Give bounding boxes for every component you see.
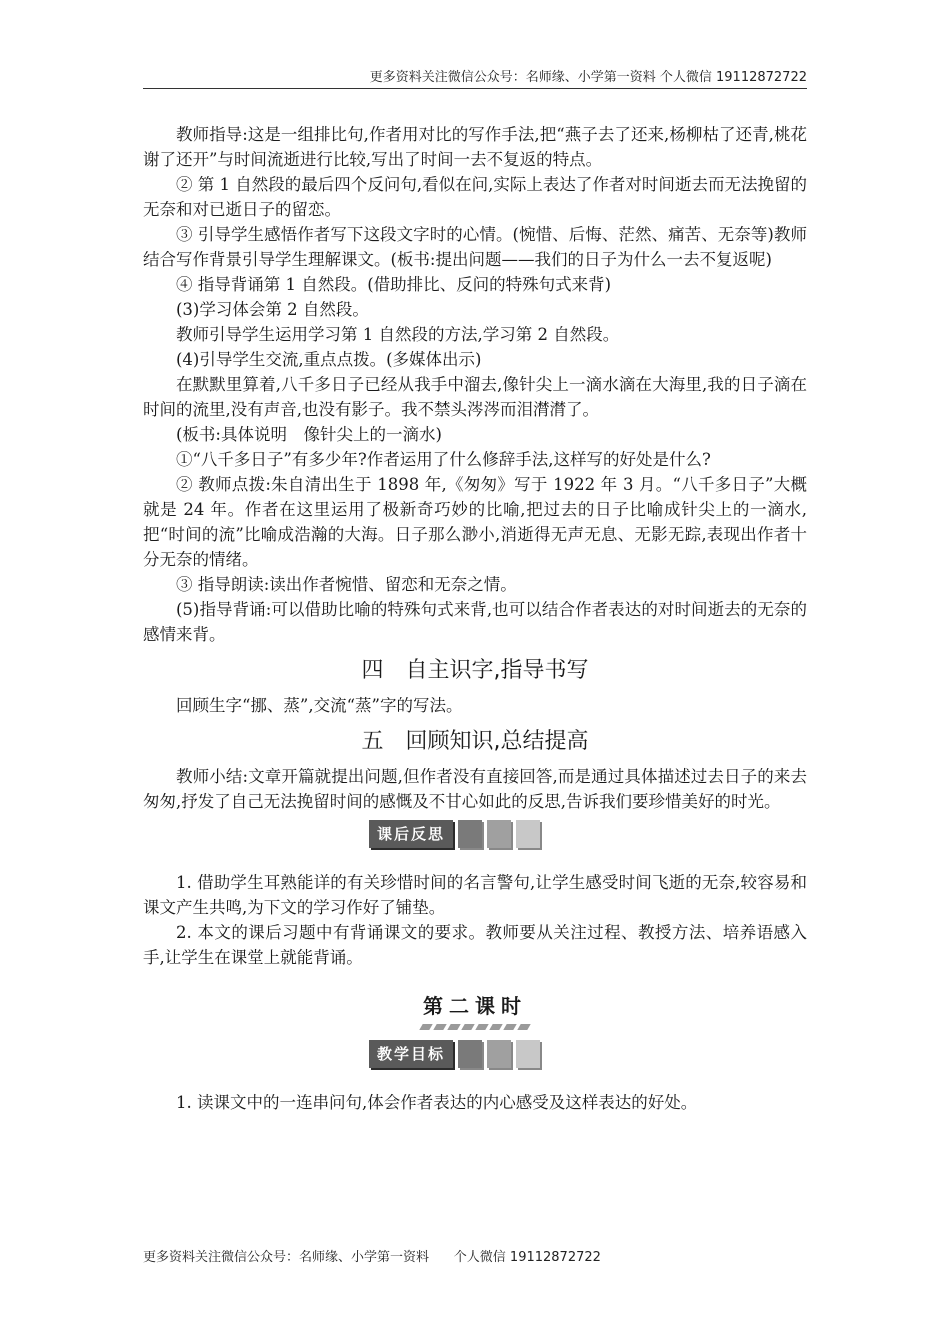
paragraph: ①“八千多日子”有多少年?作者运用了什么修辞手法,这样写的好处是什么? [176,450,711,469]
paragraph: 教师指导:这是一组排比句,作者用对比的写作手法,把“燕子去了还来,杨柳枯了还青,桃花谢了还开”与时间流逝进行比较,写出了时间一去不复返的特点。 [143,125,807,169]
reflection-item: 1. 借助学生耳熟能详的有关珍惜时间的名言警句,让学生感受时间飞逝的无奈,较容易和课文产生共鸣,为下文的学习作好了铺垫。 [143,873,807,917]
goals-banner [369,1038,807,1070]
goal-item: 1. 读课文中的一连串问句,体会作者表达的内心感受及这样表达的好处。 [176,1093,698,1112]
banner-block [487,1040,511,1068]
reflection-label: 课后反思 [369,820,453,848]
lesson-2-title: 第二课时 [423,994,527,1018]
paragraph: (4)引导学生交流,重点点拨。(多媒体出示) [176,350,482,369]
reflection-banner [369,818,807,850]
section-5-heading: 五 回顾知识,总结提高 [361,729,589,754]
section-4-heading: 四 自主识字,指导书写 [361,658,589,683]
paragraph: ④ 指导背诵第 1 自然段。(借助排比、反问的特殊句式来背) [176,275,612,294]
paragraph: (5)指导背诵:可以借助比喻的特殊句式来背,也可以结合作者表达的对时间逝去的无奈的感情来背。 [143,600,807,644]
banner-block [458,820,482,848]
banner-block [458,1040,482,1068]
paragraph: ③ 引导学生感悟作者写下这段文字时的心情。(惋惜、后悔、茫然、痛苦、无奈等)教师结合写作背景引导学生理解课文。(板书:提出问题——我们的日子为什么一去不复返呢) [143,225,807,269]
page-header: 更多资料关注微信公众号：名师缘、小学第一资料 个人微信 19112872722 [369,70,807,85]
paragraph: ③ 指导朗读:读出作者惋惜、留恋和无奈之情。 [176,575,517,594]
quote-paragraph: 在默默里算着,八千多日子已经从我手中溜去,像针尖上一滴水滴在大海里,我的日子滴在时间的流里,没有声音,也没有影子。我不禁头涔涔而泪潸潸了。 [143,375,807,419]
paragraph: ② 第 1 自然段的最后四个反问句,看似在问,实际上表达了作者对时间逝去而无法挽留的无奈和对已逝日子的留恋。 [143,175,807,219]
paragraph: ② 教师点拨:朱自清出生于 1898 年,《匆匆》写于 1922 年 3 月。“八千多日子”大概就是 24 年。作者在这里运用了极新奇巧妙的比喻,把过去的日子比喻成针尖上的一滴水,把“时间的流”比喻成浩瀚的大海。日子那么渺小,消逝得无声无息、无影无踪,表现出作者十分无奈的情绪。 [143,475,807,569]
banner-block [487,820,511,848]
section-4-text: 回顾生字“挪、蒸”,交流“蒸”字的写法。 [176,696,463,715]
paragraph: (3)学习体会第 2 自然段。 [176,300,369,319]
banner-block [516,820,540,848]
header-divider [143,88,807,89]
paragraph: 教师引导学生运用学习第 1 自然段的方法,学习第 2 自然段。 [176,325,620,344]
section-5-text: 教师小结:文章开篇就提出问题,但作者没有直接回答,而是通过具体描述过去日子的来去匆匆,抒发了自己无法挽留时间的感慨及不甘心如此的反思,告诉我们要珍惜美好的时光。 [143,767,807,811]
lesson-title-underline [395,1020,555,1034]
document-body [143,122,807,1115]
reflection-item: 2. 本文的课后习题中有背诵课文的要求。教师要从关注过程、教授方法、培养语感入手,让学生在课堂上就能背诵。 [143,923,807,967]
banner-block [516,1040,540,1068]
paragraph: (板书:具体说明 像针尖上的一滴水) [176,425,442,444]
goals-label: 教学目标 [369,1040,453,1068]
page-footer: 更多资料关注微信公众号：名师缘、小学第一资料 个人微信 19112872722 [143,1250,601,1265]
